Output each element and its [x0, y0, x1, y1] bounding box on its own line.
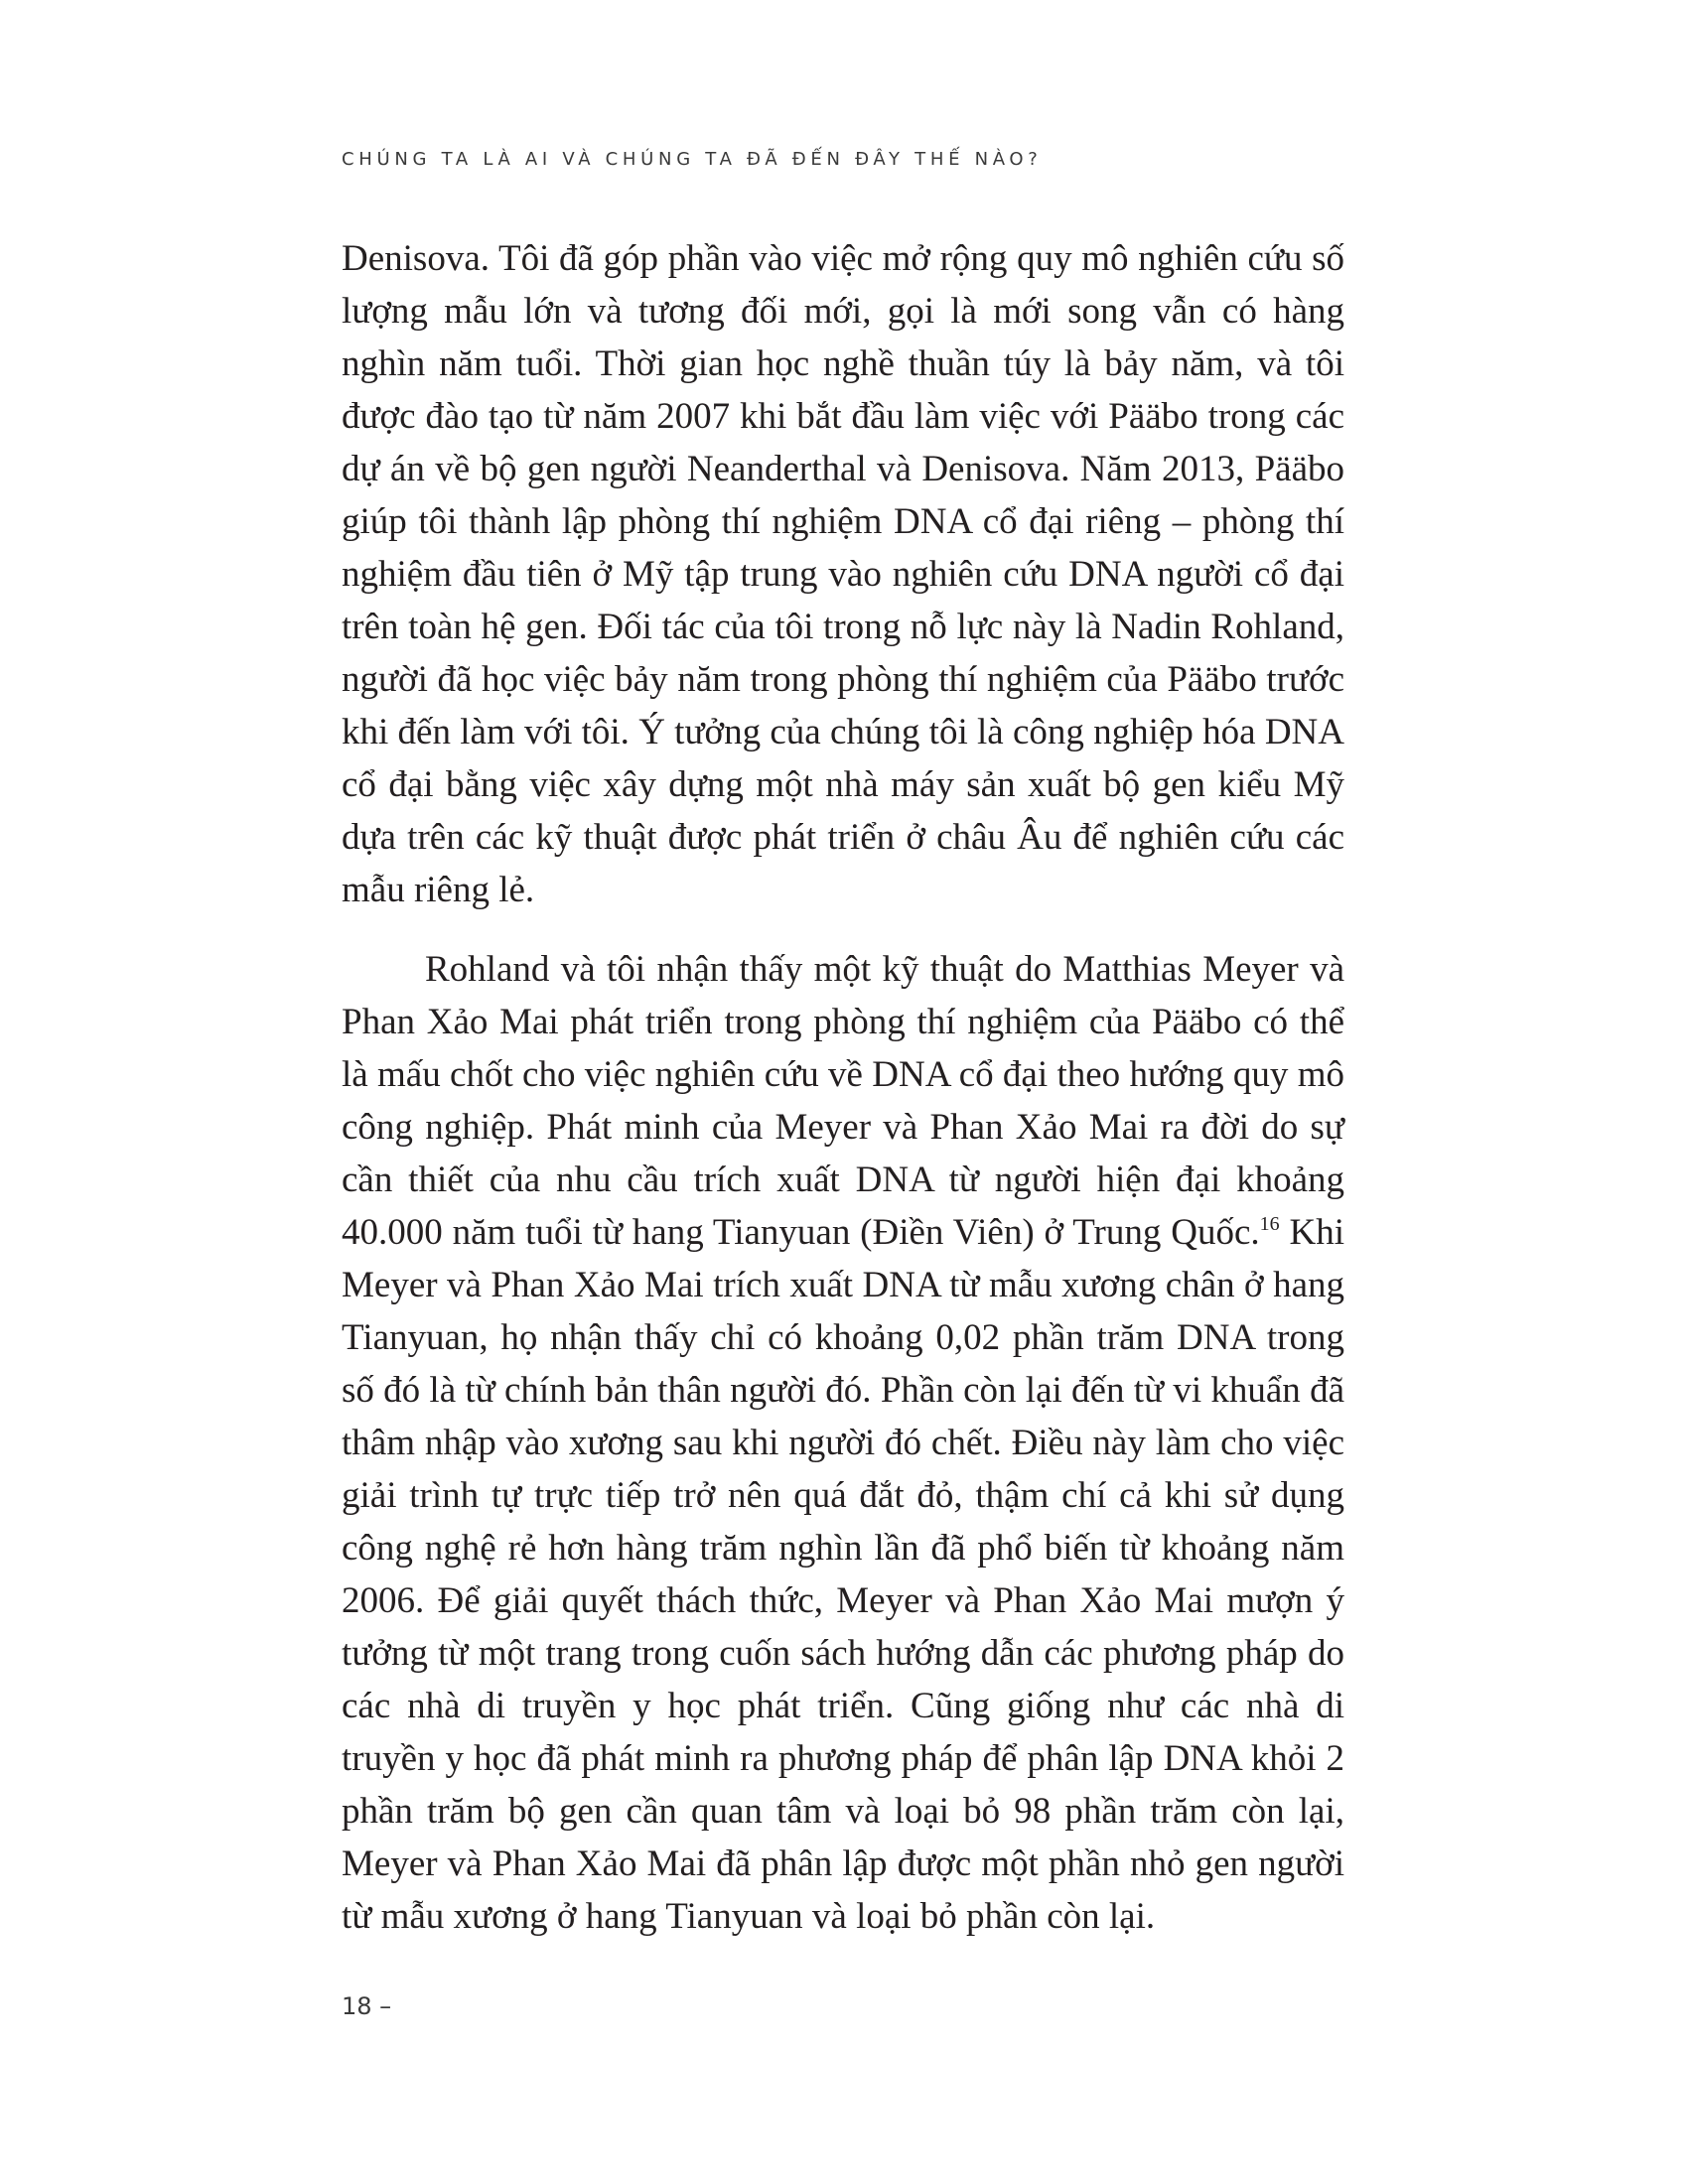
- paragraph: Denisova. Tôi đã góp phần vào việc mở rộng quy mô nghiên cứu số lượng mẫu lớn và tương đối mới, gọi là mới song vẫn có hàng nghìn năm tuổi. Thời gian học nghề thuần túy là bảy năm, và tôi được đào tạo từ năm 2007 khi bắt đầu làm việc với Pääbo trong các dự án về bộ gen người Neanderthal và Denisova. Năm 2013, Pääbo giúp tôi thành lập phòng thí nghiệm DNA cổ đại riêng – phòng thí nghiệm đầu tiên ở Mỹ tập trung vào nghiên cứu DNA người cổ đại trên toàn hệ gen. Đối tác của tôi trong nỗ lực này là Nadin Rohland, người đã học việc bảy năm trong phòng thí nghiệm của Pääbo trước khi đến làm với tôi. Ý tưởng của chúng tôi là công nghiệp hóa DNA cổ đại bằng việc xây dựng một nhà máy sản xuất bộ gen kiểu Mỹ dựa trên các kỹ thuật được phát triển ở châu Âu để nghiên cứu các mẫu riêng lẻ.: [342, 238, 1344, 910]
- running-header: CHÚNG TA LÀ AI VÀ CHÚNG TA ĐÃ ĐẾN ĐÂY THẾ NÀO?: [342, 149, 1043, 170]
- body-text: [342, 232, 1344, 1943]
- paragraph-text: Khi Meyer và Phan Xảo Mai trích xuất DNA từ mẫu xương chân ở hang Tianyuan, họ nhận thấy chỉ có khoảng 0,02 phần trăm DNA trong số đó là từ chính bản thân người đó. Phần còn lại đến từ vi khuẩn đã thâm nhập vào xương sau khi người đó chết. Điều này làm cho việc giải trình tự trực tiếp trở nên quá đắt đỏ, thậm chí cả khi sử dụng công nghệ rẻ hơn hàng trăm nghìn lần đã phổ biến từ khoảng năm 2006. Để giải quyết thách thức, Meyer và Phan Xảo Mai mượn ý tưởng từ một trang trong cuốn sách hướng dẫn các phương pháp do các nhà di truyền y học phát triển. Cũng giống như các nhà di truyền y học đã phát minh ra phương pháp để phân lập DNA khỏi 2 phần trăm bộ gen cần quan tâm và loại bỏ 98 phần trăm còn lại, Meyer và Phan Xảo Mai đã phân lập được một phần nhỏ gen người từ mẫu xương ở hang Tianyuan và loại bỏ phần còn lại.: [342, 1212, 1344, 1937]
- page-number: 18 –: [342, 1992, 392, 2020]
- paragraph-text: Rohland và tôi nhận thấy một kỹ thuật do Matthias Meyer và Phan Xảo Mai phát triển trong phòng thí nghiệm của Pääbo có thể là mấu chốt cho việc nghiên cứu về DNA cổ đại theo hướng quy mô công nghiệp. Phát minh của Meyer và Phan Xảo Mai ra đời do sự cần thiết của nhu cầu trích xuất DNA từ người hiện đại khoảng 40.000 năm tuổi từ hang Tianyuan (Điền Viên) ở Trung Quốc.: [342, 949, 1344, 1253]
- footnote-reference[interactable]: 16: [1259, 1213, 1280, 1235]
- paragraph: [342, 943, 1344, 1943]
